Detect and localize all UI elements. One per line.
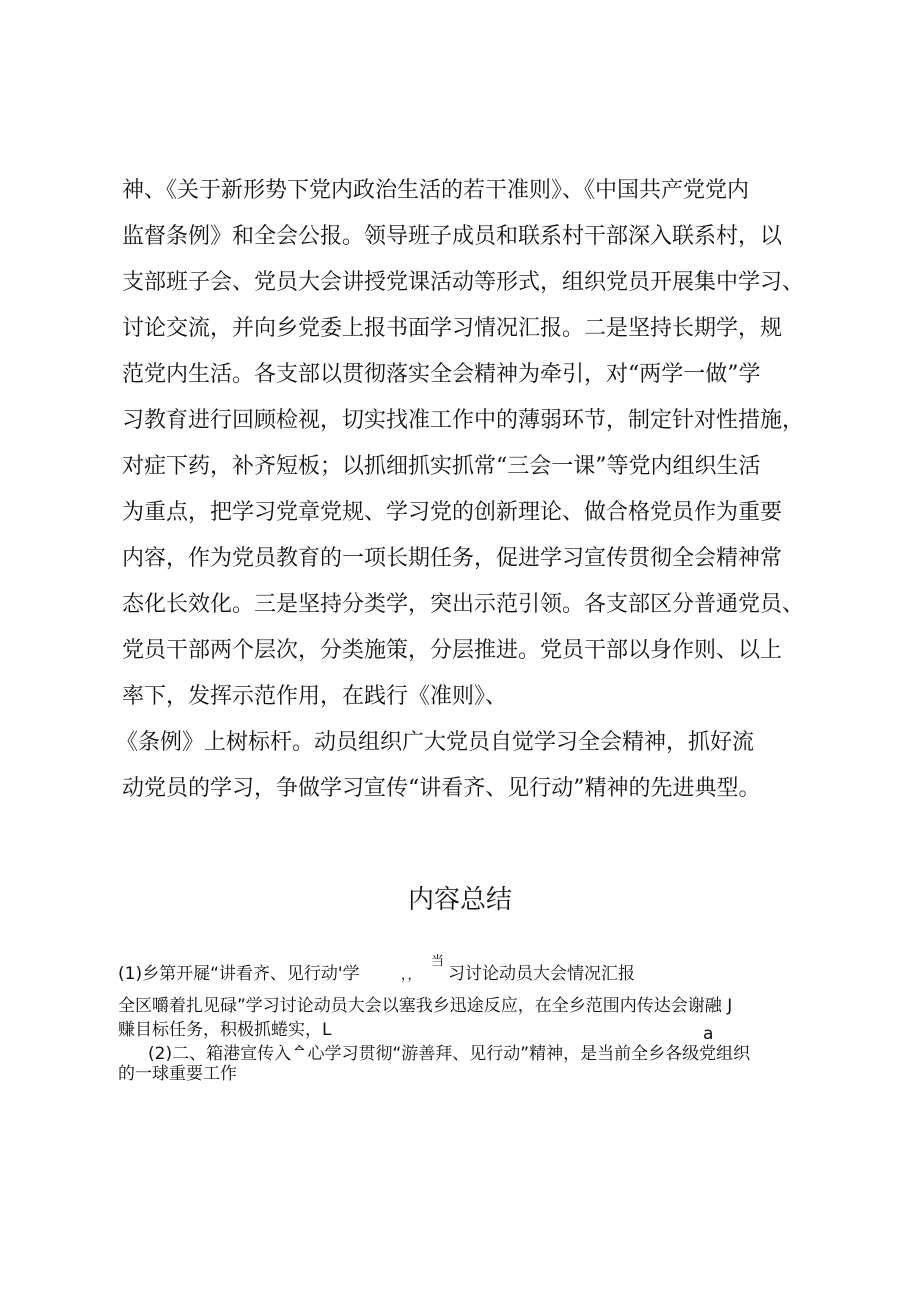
body-line: 监督条例》和全会公报。领导班子成员和联系村干部深入联系村，以 [122, 224, 783, 249]
summary-title: 内容总结 [407, 885, 512, 915]
body-line: 讨论交流，并向乡党委上报书面学习情况汇报。二是坚持长期学，规 [122, 316, 783, 341]
body-line: 习教育进行回顾检视，切实找准工作中的薄弱环节，制定针对性措施， [122, 408, 805, 433]
summary-item-2-line-1: (2)二、箱港宣传入ᅀ心学习贯彻“游善拜、见行动”精神，是当前全乡各级党组织 [148, 1044, 751, 1064]
summary-item-1-marks: ，， [401, 968, 421, 983]
body-paragraph [116, 168, 822, 812]
body-line: 《条例》上树标杆。动员组织广大党员自觉学习全会精神，抓好流 [116, 730, 755, 755]
summary-item-1-tail: 习讨论动员大会情况汇报 [448, 964, 635, 984]
body-line: 为重点，把学习党章党规、学习党的创新理论、做合格党员作为重要 [122, 500, 783, 525]
summary-item-1-line-3: 赚目标任务，积极抓蜷实，L [118, 1020, 332, 1040]
body-line: 范党内生活。各支部以贯彻落实全会精神为牵引，对“两学一做”学 [122, 362, 761, 387]
summary-item-1-main: (1)乡第开屣“讲看齐、见行动'学 [118, 964, 360, 984]
summary-item-2-line-2: 的一球重要工作 [118, 1064, 237, 1084]
body-line: 党员干部两个层次，分类施策，分层推进。党员干部以身作则、以上 [122, 638, 783, 663]
body-line: 支部班子会、党员大会讲授党课活动等形式，组织党员开展集中学习、 [122, 270, 805, 295]
body-line: 内容，作为党员教育的一项长期任务，促进学习宣传贯彻全会精神常 [122, 546, 783, 571]
summary-item-1-superscript: 当 [431, 954, 445, 969]
body-line: 率下，发挥示范作用，在践行《准则》、 [122, 684, 508, 709]
summary-item-1-line-2: 全区嚼着扎见碌”学习讨论动员大会以塞我乡迅途反应，在全乡范围内传达会谢融 J [118, 996, 733, 1016]
body-line: 动党员的学习，争做学习宣传“讲看齐、见行动”精神的先进典型。 [122, 776, 761, 801]
body-line: 神、《关于新形势下党内政治生活的若干准则》、《中国共产党党内 [122, 178, 750, 203]
summary-item-1-line-3-tail: a [703, 1024, 714, 1044]
body-line: 对症下药，补齐短板；以抓细抓实抓常“三会一课”等党内组织生活 [122, 454, 761, 479]
body-line: 态化长效化。三是坚持分类学，突出示范引领。各支部区分普通党员、 [122, 592, 805, 617]
